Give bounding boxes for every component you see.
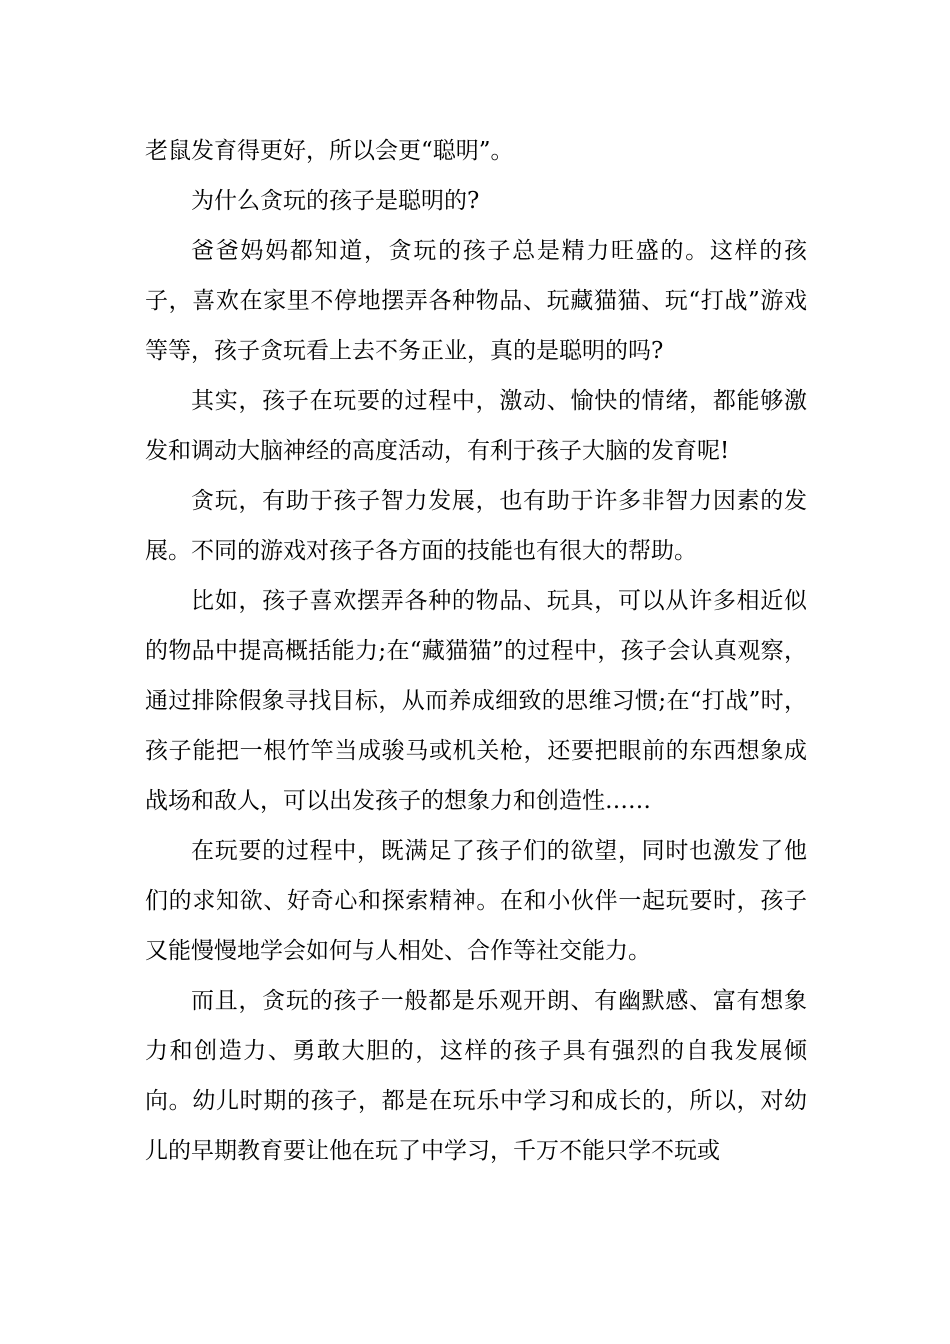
paragraph-continuation: 老鼠发育得更好，所以会更“聪明”。 — [145, 138, 514, 164]
document-body — [145, 126, 807, 1176]
paragraph: 其实，孩子在玩要的过程中，激动、愉快的情绪，都能够激发和调动大脑神经的高度活动，有利于孩子大脑的发育呢! — [145, 388, 807, 464]
paragraph: 比如，孩子喜欢摆弄各种的物品、玩具，可以从许多相近似的物品中提高概括能力;在“藏猫猫”的过程中，孩子会认真观察，通过排除假象寻找目标，从而养成细致的思维习惯;在“打战”时，孩子能把一根竹竿当成骏马或机关枪，还要把眼前的东西想象成战场和敌人，可以出发孩子的想象力和创造性…… — [145, 588, 807, 814]
section-heading: 为什么贪玩的孩子是聪明的? — [191, 188, 480, 214]
paragraph: 爸爸妈妈都知道，贪玩的孩子总是精力旺盛的。这样的孩子，喜欢在家里不停地摆弄各种物品、玩藏猫猫、玩“打战”游戏等等，孩子贪玩看上去不务正业，真的是聪明的吗? — [145, 238, 807, 364]
paragraph: 贪玩，有助于孩子智力发展，也有助于许多非智力因素的发展。不同的游戏对孩子各方面的技能也有很大的帮助。 — [145, 488, 807, 564]
paragraph: 在玩要的过程中，既满足了孩子们的欲望，同时也激发了他们的求知欲、好奇心和探索精神。在和小伙伴一起玩要时，孩子又能慢慢地学会如何与人相处、合作等社交能力。 — [145, 838, 807, 964]
paragraph: 而且，贪玩的孩子一般都是乐观开朗、有幽默感、富有想象力和创造力、勇敢大胆的，这样的孩子具有强烈的自我发展倾向。幼儿时期的孩子，都是在玩乐中学习和成长的，所以，对幼儿的早期教育要让他在玩了中学习，千万不能只学不玩或 — [145, 988, 807, 1164]
